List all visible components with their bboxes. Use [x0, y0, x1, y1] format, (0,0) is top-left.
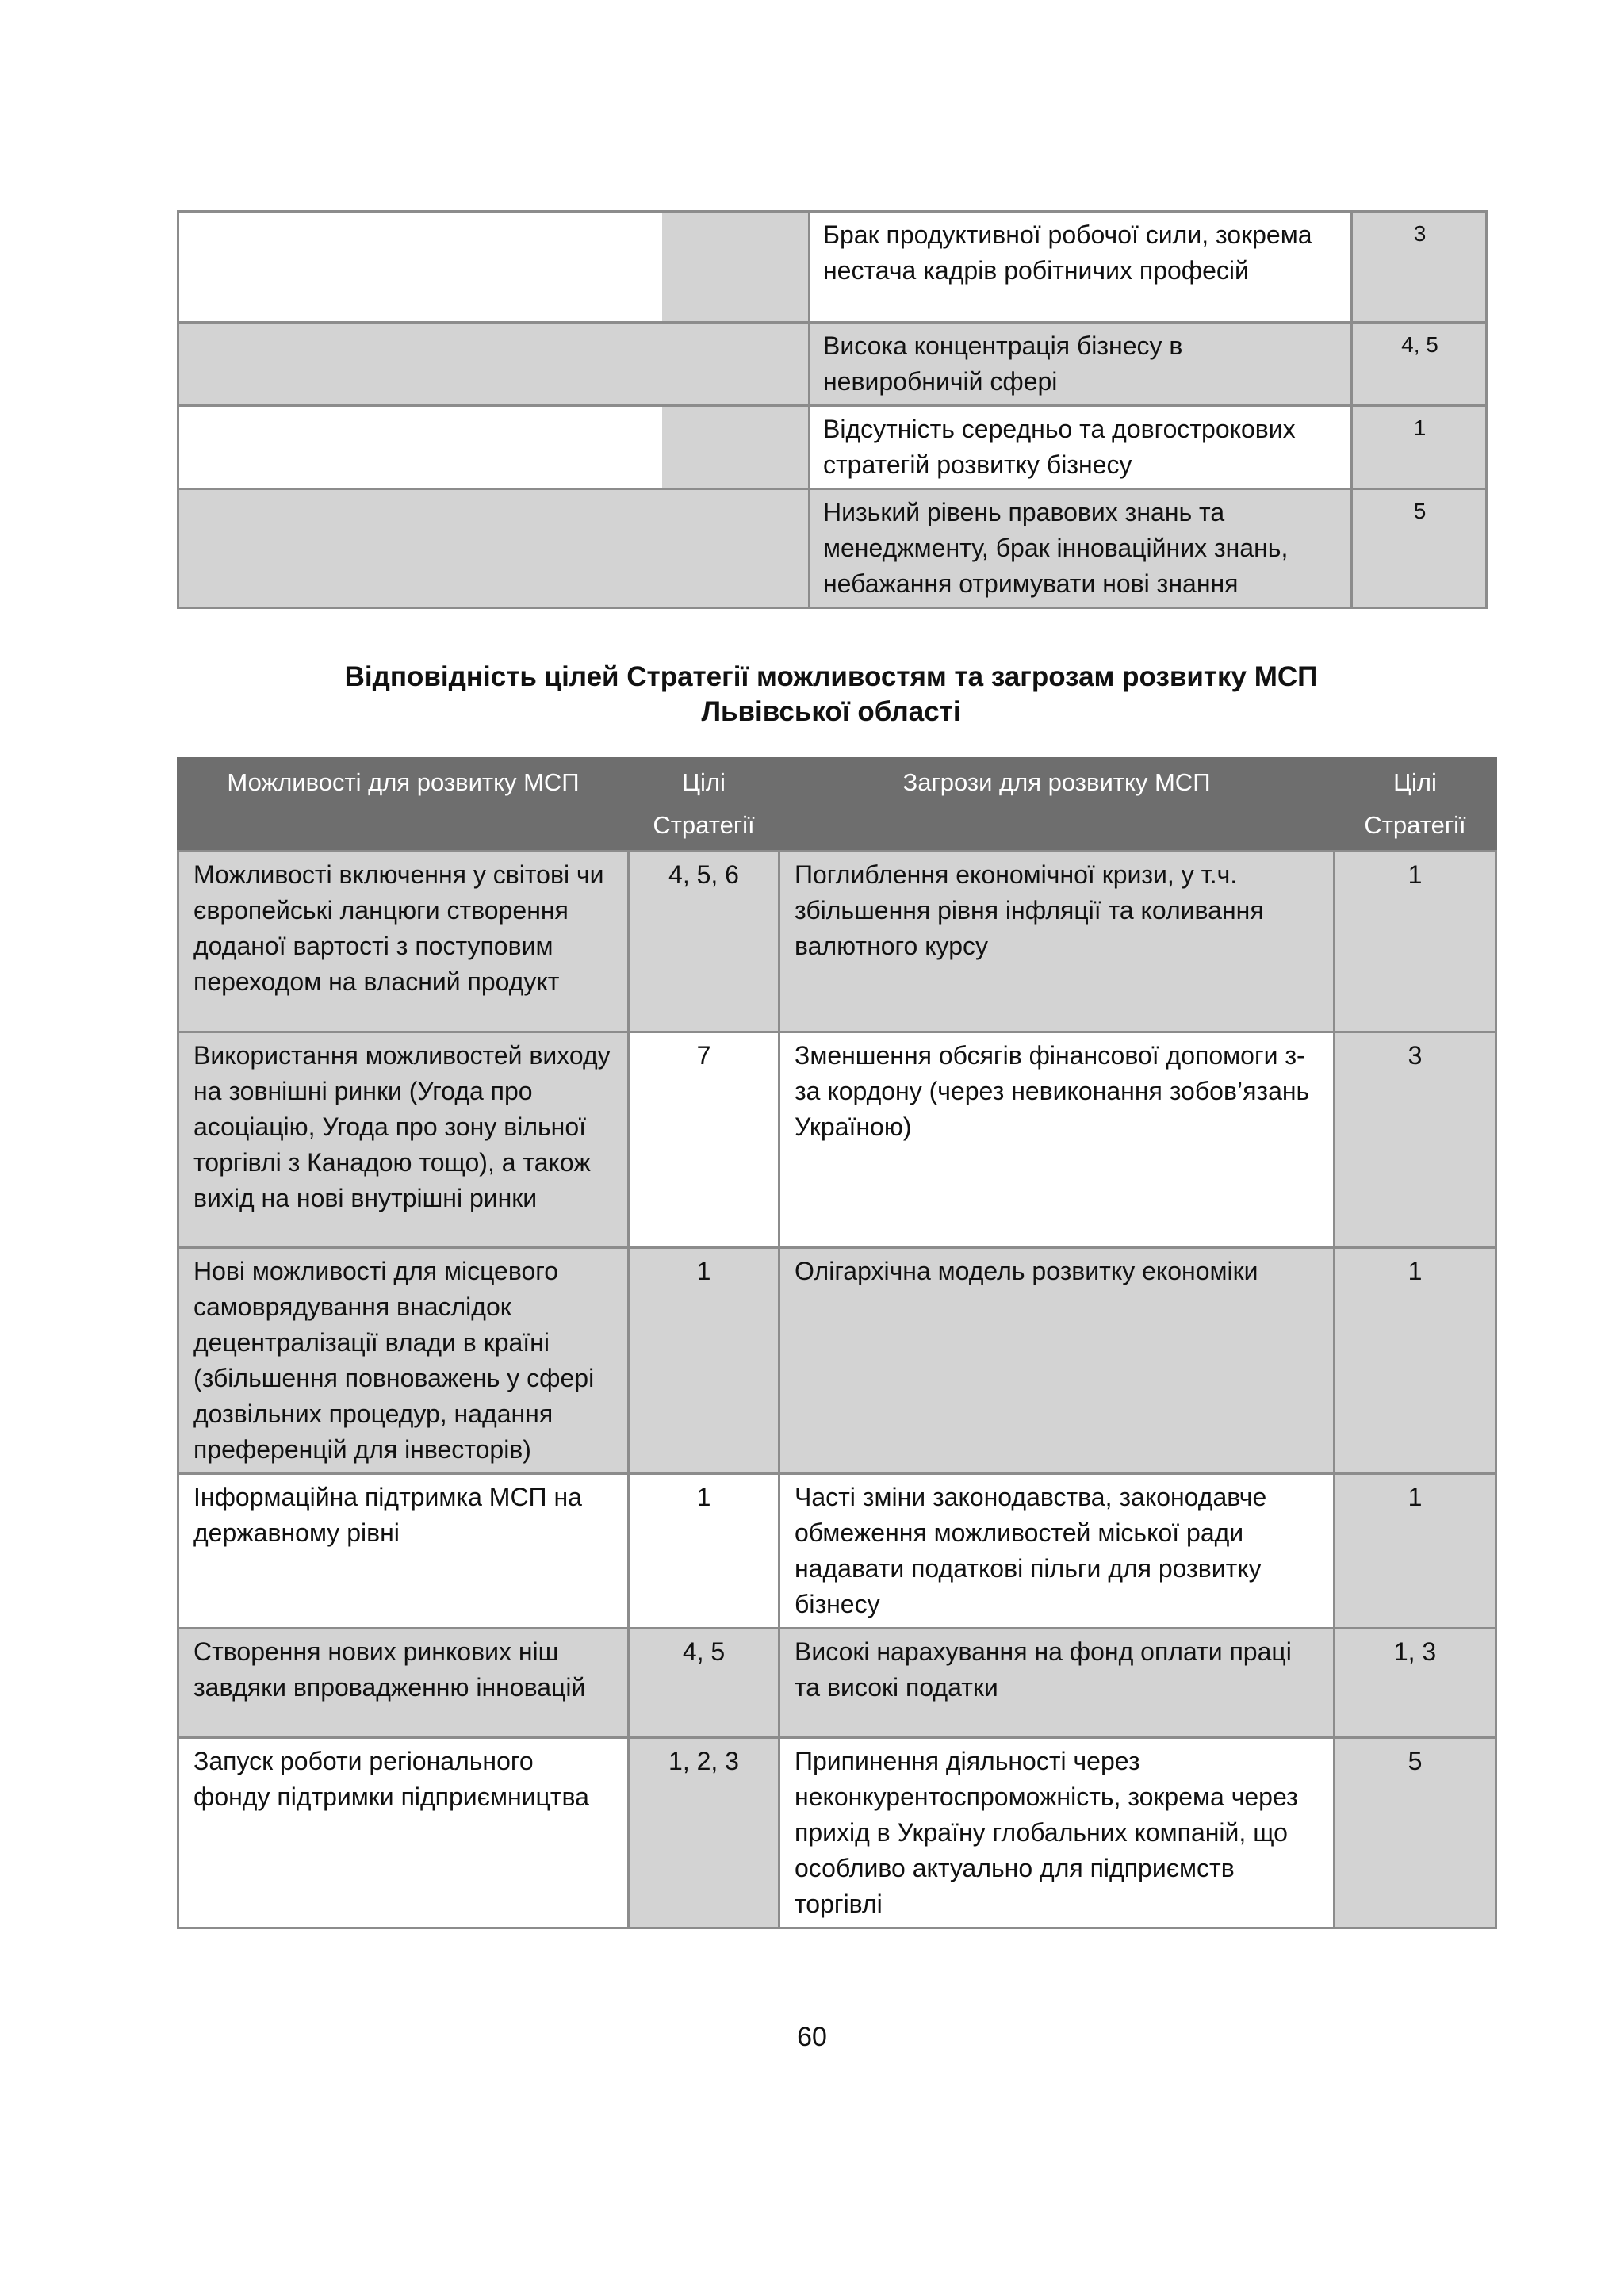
threat-text: Зменшення обсягів фінансової допомоги з-за кордону (через невиконання зобов’язань Україною) [779, 1032, 1335, 1248]
opportunity-text: Використання можливостей виходу на зовнішні ринки (Угода про асоціацію, Угода про зону вільної торгівлі з Канадою тощо), а також вихід на нові внутрішні ринки [178, 1032, 629, 1248]
section-title-line1: Відповідність цілей Стратегії можливостям та загрозам розвитку МСП [344, 661, 1318, 692]
threat-text: Припинення діяльності через неконкурентоспроможність, зокрема через прихід в Україну глобальних компаній, що особливо актуально для підприємств торгівлі [779, 1738, 1335, 1928]
empty-cell [178, 323, 662, 406]
table-row [178, 1032, 1496, 1248]
empty-cell [178, 489, 662, 608]
table-row [178, 323, 1487, 406]
threat-goals: 3 [1335, 1032, 1496, 1248]
empty-cell [662, 323, 810, 406]
table-header-row [178, 759, 1496, 852]
header-goals-line2: Стратегії [1364, 811, 1466, 839]
empty-cell [662, 489, 810, 608]
opportunity-text: Інформаційна підтримка МСП на державному рівні [178, 1474, 629, 1629]
weakness-goals: 1 [1352, 406, 1487, 489]
table-row [178, 406, 1487, 489]
threat-goals: 1 [1335, 1248, 1496, 1474]
threat-text: Часті зміни законодавства, законодавче обмеження можливостей міської ради надавати податкові пільги для розвитку бізнесу [779, 1474, 1335, 1629]
opportunity-goals: 1 [629, 1248, 779, 1474]
header-threats: Загрози для розвитку МСП [779, 759, 1335, 852]
threat-text: Високі нарахування на фонд оплати праці та високі податки [779, 1629, 1335, 1738]
header-opp-goals [629, 759, 779, 852]
header-goals-line2: Стратегії [653, 811, 755, 839]
table-row [178, 1629, 1496, 1738]
opportunity-text: Запуск роботи регіонального фонду підтримки підприємництва [178, 1738, 629, 1928]
table-row [178, 1738, 1496, 1928]
weakness-goals: 3 [1352, 212, 1487, 323]
table-row [178, 852, 1496, 1032]
threat-text: Поглиблення економічної кризи, у т.ч. збільшення рівня інфляції та коливання валютного курсу [779, 852, 1335, 1032]
threat-goals: 5 [1335, 1738, 1496, 1928]
opportunity-goals: 4, 5 [629, 1629, 779, 1738]
weakness-text: Висока концентрація бізнесу в невиробничій сфері [810, 323, 1352, 406]
header-opportunities: Можливості для розвитку МСП [178, 759, 629, 852]
header-goals-line1: Цілі [1393, 768, 1437, 796]
weakness-goals: 4, 5 [1352, 323, 1487, 406]
weakness-goals: 5 [1352, 489, 1487, 608]
table-row [178, 1248, 1496, 1474]
weakness-text: Брак продуктивної робочої сили, зокрема нестача кадрів робітничих професій [810, 212, 1352, 323]
opportunity-text: Створення нових ринкових ніш завдяки впровадженню інновацій [178, 1629, 629, 1738]
header-goals-line1: Цілі [682, 768, 726, 796]
opportunity-goals: 4, 5, 6 [629, 852, 779, 1032]
header-threat-goals [1335, 759, 1496, 852]
weakness-text: Відсутність середньо та довгострокових стратегій розвитку бізнесу [810, 406, 1352, 489]
swot-weaknesses-table [177, 210, 1488, 609]
threat-text: Олігархічна модель розвитку економіки [779, 1248, 1335, 1474]
empty-cell [178, 212, 662, 323]
empty-cell [662, 212, 810, 323]
page-number: 60 [797, 2022, 827, 2052]
threat-goals: 1, 3 [1335, 1629, 1496, 1738]
table-row [178, 1474, 1496, 1629]
opportunity-goals: 1, 2, 3 [629, 1738, 779, 1928]
table-row [178, 212, 1487, 323]
threat-goals: 1 [1335, 852, 1496, 1032]
opportunity-goals: 7 [629, 1032, 779, 1248]
threat-goals: 1 [1335, 1474, 1496, 1629]
empty-cell [662, 406, 810, 489]
weakness-text: Низький рівень правових знань та менеджменту, брак інноваційних знань, небажання отримувати нові знання [810, 489, 1352, 608]
opportunity-goals: 1 [629, 1474, 779, 1629]
empty-cell [178, 406, 662, 489]
section-title-line2: Львівської області [701, 696, 961, 727]
opportunity-text: Нові можливості для місцевого самоврядування внаслідок децентралізації влади в країні (збільшення повноважень у сфері дозвільних процедур, надання преференцій для інвесторів) [178, 1248, 629, 1474]
table-row [178, 489, 1487, 608]
opportunity-text: Можливості включення у світові чи європейські ланцюги створення доданої вартості з поступовим переходом на власний продукт [178, 852, 629, 1032]
opportunities-threats-table [177, 757, 1497, 1929]
section-title [177, 660, 1485, 729]
